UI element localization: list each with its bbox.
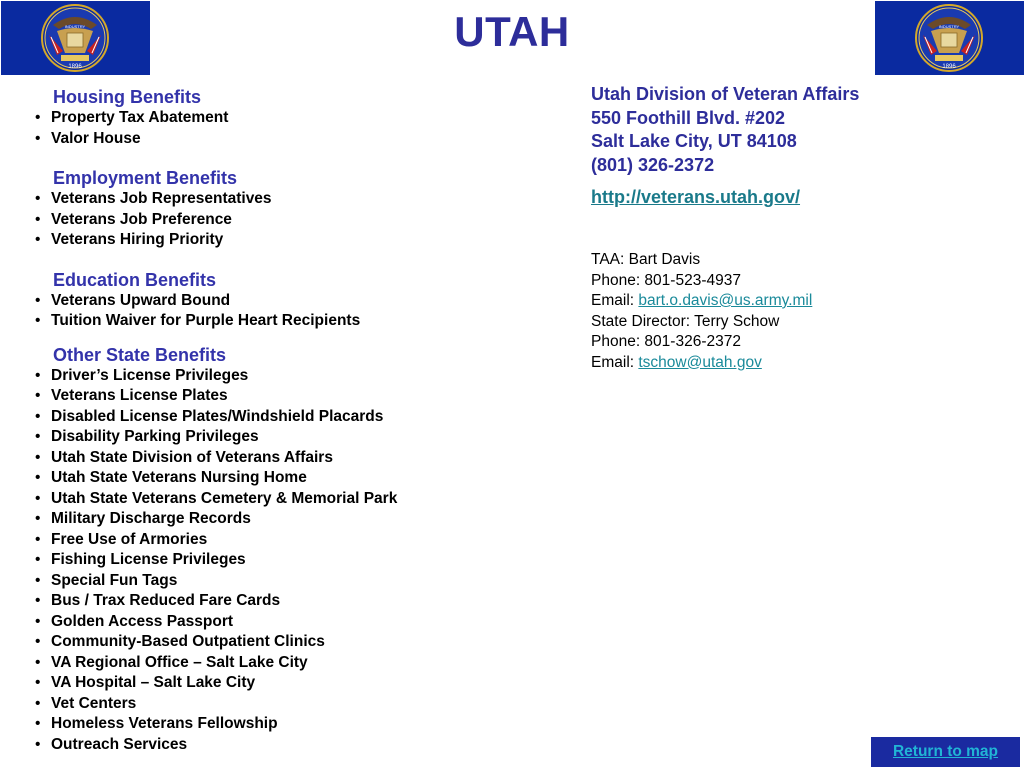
benefit-list: [31, 108, 551, 149]
taa-name: TAA: Bart Davis: [591, 251, 701, 268]
section-heading: Housing Benefits: [53, 87, 202, 107]
director-email-line: [591, 353, 1011, 374]
taa-email-line: [591, 291, 1011, 312]
taa-phone: Phone: 801-523-4937: [591, 271, 741, 289]
list-item: • Veterans Hiring Priority: [31, 230, 551, 251]
section-education: [31, 269, 551, 332]
benefits-column: [31, 86, 551, 755]
list-item: • VA Regional Office – Salt Lake City: [31, 653, 551, 674]
page-title: UTAH: [454, 8, 570, 55]
list-item: • Golden Access Passport: [31, 612, 551, 633]
list-item: • Fishing License Privileges: [31, 550, 551, 571]
benefit-list: [31, 291, 551, 332]
flag-year: 1896: [942, 64, 956, 70]
list-item: • Disabled License Plates/Windshield Placards: [31, 407, 551, 428]
contacts-block: [591, 250, 1011, 373]
list-item: • Utah State Veterans Cemetery & Memorial Park: [31, 489, 551, 510]
list-item: • Driver’s License Privileges: [31, 366, 551, 387]
list-item: • Veterans Job Preference: [31, 210, 551, 231]
benefit-list: [31, 189, 551, 251]
office-address-line2: Salt Lake City, UT 84108: [591, 131, 797, 151]
flag-motto: INDUSTRY: [938, 24, 960, 29]
email-label: Email:: [591, 292, 639, 309]
list-item: • Vet Centers: [31, 694, 551, 715]
contact-column: [591, 83, 1011, 373]
director-phone: Phone: 801-326-2372: [591, 333, 741, 350]
return-to-map-button[interactable]: Return to map: [871, 737, 1020, 767]
flag-year: 1896: [68, 64, 82, 70]
section-heading: Employment Benefits: [53, 168, 238, 188]
list-item: • Utah State Division of Veterans Affairs: [31, 448, 551, 469]
office-name: Utah Division of Veteran Affairs: [591, 84, 860, 104]
list-item: • Bus / Trax Reduced Fare Cards: [31, 591, 551, 612]
taa-email-link[interactable]: bart.o.davis@us.army.mil: [638, 292, 813, 309]
list-item: • Valor House: [31, 129, 551, 150]
section-employment: [31, 167, 551, 251]
list-item: • Veterans License Plates: [31, 386, 551, 407]
flag-motto: INDUSTRY: [64, 24, 86, 29]
list-item: • Community-Based Outpatient Clinics: [31, 632, 551, 653]
section-other: [31, 344, 551, 756]
list-item: • Military Discharge Records: [31, 509, 551, 530]
section-heading: Education Benefits: [53, 269, 217, 290]
section-housing: [31, 86, 551, 149]
list-item: • Property Tax Abatement: [31, 108, 551, 129]
list-item: • Free Use of Armories: [31, 530, 551, 551]
list-item: • Tuition Waiver for Purple Heart Recipients: [31, 311, 551, 332]
website-link[interactable]: http://veterans.utah.gov/: [591, 187, 801, 207]
office-phone: (801) 326-2372: [591, 154, 715, 175]
benefit-list: [31, 366, 551, 756]
list-item: • VA Hospital – Salt Lake City: [31, 673, 551, 694]
office-address-line1: 550 Foothill Blvd. #202: [591, 107, 786, 128]
section-heading: Other State Benefits: [53, 344, 227, 365]
list-item: • Disability Parking Privileges: [31, 427, 551, 448]
list-item: • Outreach Services: [31, 735, 551, 756]
list-item: • Special Fun Tags: [31, 571, 551, 592]
list-item: • Utah State Veterans Nursing Home: [31, 468, 551, 489]
list-item: • Veterans Job Representatives: [31, 189, 551, 210]
director-name: State Director: Terry Schow: [591, 312, 780, 330]
list-item: • Homeless Veterans Fellowship: [31, 714, 551, 735]
list-item: • Veterans Upward Bound: [31, 291, 551, 312]
director-email-link[interactable]: tschow@utah.gov: [638, 353, 762, 371]
email-label: Email:: [591, 353, 639, 371]
